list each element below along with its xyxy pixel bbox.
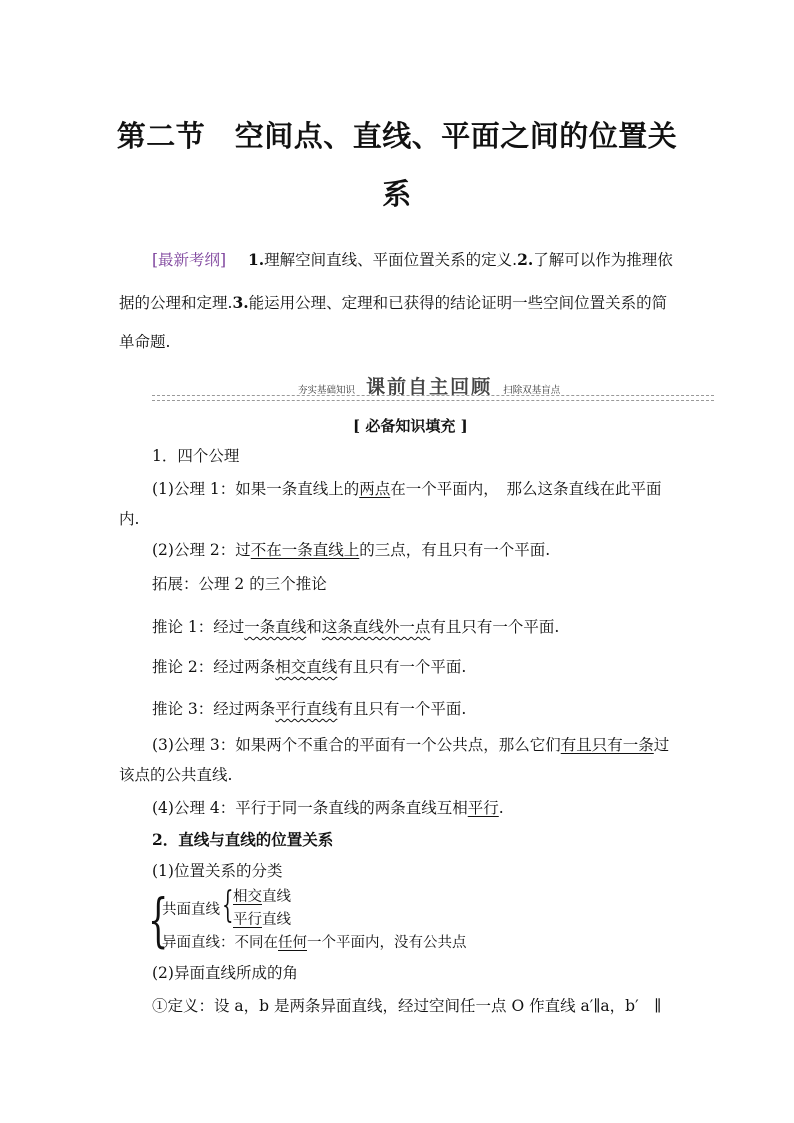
blank-answer: 平行 <box>233 912 262 928</box>
page-title-line1: 第二节 空间点、直线、平面之间的位置关 <box>116 119 678 153</box>
definition-line: ①定义：设 a，b 是两条异面直线，经过空间任一点 O 作直线 a′∥a，b′ ∥ <box>152 997 662 1015</box>
corollary-1: 推论 1：经过一条直线和这条直线外一点有且只有一个平面. <box>152 618 560 636</box>
extension-heading: 拓展：公理 2 的三个推论 <box>152 575 327 593</box>
banner-left-text: 夯实基础知识 <box>298 385 356 396</box>
axiom-2: (2)公理 2：过不在一条直线上的三点，有且只有一个平面. <box>152 541 551 559</box>
axiom-1: (1)公理 1：如果一条直线上的两点在一个平面内， 那么这条直线在此平面 <box>152 480 662 498</box>
syllabus-line3: 单命题. <box>119 333 171 351</box>
banner-divider <box>152 395 714 401</box>
corollary-3: 推论 3：经过两条平行直线有且只有一个平面. <box>152 700 467 718</box>
skew-line: 异面直线：不同在任何一个平面内，没有公共点 <box>162 935 467 951</box>
axiom-1-cont: 内. <box>119 510 140 528</box>
inner-brace: { <box>222 885 234 926</box>
syllabus-line2: 据的公理和定理.3.能运用公理、定理和已获得的结论证明一些空间位置关系的简 <box>119 293 668 312</box>
parallel-line: 平行直线 <box>233 912 291 928</box>
axiom-4: (4)公理 4：平行于同一条直线的两条直线互相平行. <box>152 799 504 817</box>
s2-heading: 2．直线与直线的位置关系 <box>152 830 334 849</box>
banner-main-text: 课前自主回顾 <box>366 376 493 398</box>
blank-answer: 任何 <box>278 935 307 951</box>
coplanar-label: 共面直线 <box>162 902 220 918</box>
blank-answer: 平行 <box>467 799 499 817</box>
banner-right-text: 扫除双基盲点 <box>503 385 561 396</box>
blank-answer: 不在一条直线上 <box>250 541 360 559</box>
syllabus-tag: [最新考纲] <box>152 251 227 269</box>
section-box-heading: [ 必备知识填充 ] <box>353 417 468 435</box>
axiom-3-cont: 该点的公共直线. <box>119 766 233 784</box>
s2-sub1: (1)位置关系的分类 <box>152 862 283 880</box>
corollary-2: 推论 2：经过两条相交直线有且只有一个平面. <box>152 658 467 676</box>
syllabus-line1: [最新考纲] 1.理解空间直线、平面位置关系的定义.2.了解可以作为推理依 <box>152 250 673 269</box>
blank-answer: 两点 <box>359 480 391 498</box>
s2-sub2: (2)异面直线所成的角 <box>152 964 298 982</box>
axiom-3: (3)公理 3：如果两个不重合的平面有一个公共点，那么它们有且只有一条过 <box>152 736 670 754</box>
intersect-line: 相交直线 <box>233 889 291 905</box>
page-title-line2: 系 <box>382 177 412 211</box>
outer-brace: { <box>148 886 169 954</box>
blank-answer: 相交 <box>233 889 262 905</box>
s1-heading: 1．四个公理 <box>152 447 240 465</box>
blank-answer: 有且只有一条 <box>560 736 654 754</box>
